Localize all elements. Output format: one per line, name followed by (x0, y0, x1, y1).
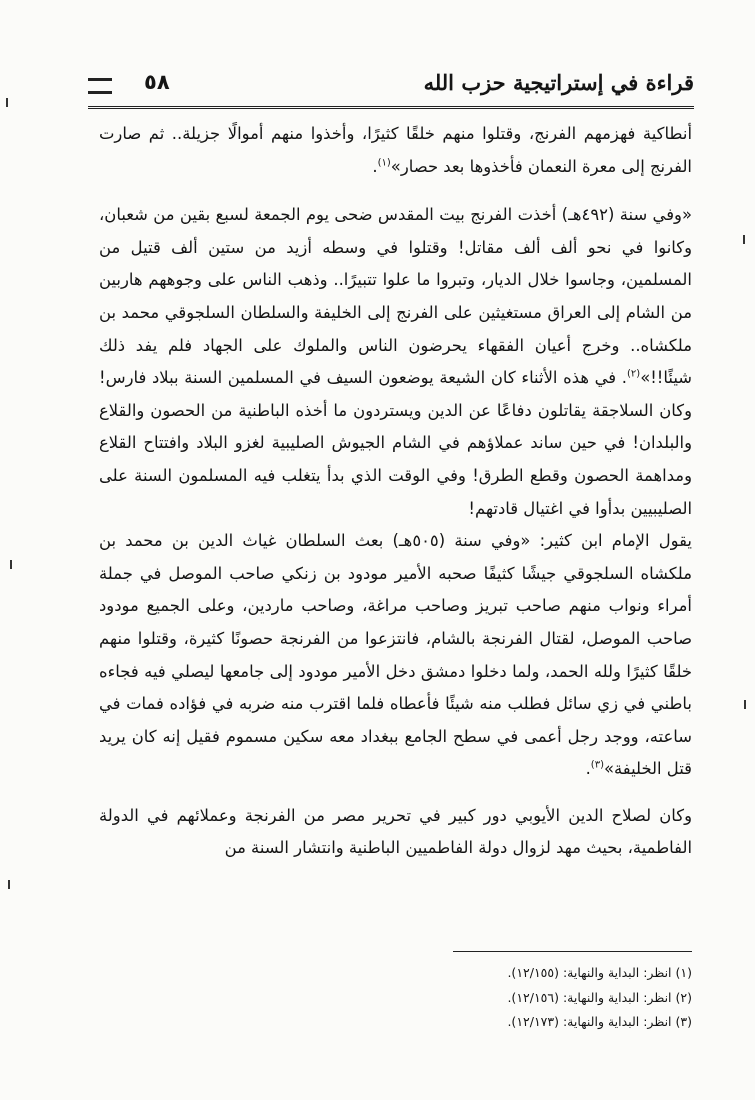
paragraph-3-text: يقول الإمام ابن كثير: «وفي سنة (٥٠٥هـ) بعث السلطان غياث الدين بن محمد بن ملكشاه السلجوقي جيشًا كثيفًا صحبه الأمير مودود بن زنكي صاحب الموصل في جملة أمراء ونواب منهم صاحب تبريز وصاحب مراغة، وصاحب ماردين، وعلى الجميع مودود صاحب الموصل، لقتال الفرنجة بالشام، فانتزعوا من الفرنجة حصونًا كثيرة، وقتلوا منهم خلقًا كثيرًا ولله الحمد، ولما دخلوا دمشق دخل الأمير مودود إلى جامعها ليصلي فيه فجاءه باطني في زي سائل فطلب منه شيئًا فأعطاه فلما اقترب منه ضربه في فؤاده فمات في ساعته، ووجد رجل أعمى في سطح الجامع ببغداد معه سكين مسموم فقيل إنه كان يريد قتل الخليفة» (99, 531, 692, 779)
paragraph-3: يقول الإمام ابن كثير: «وفي سنة (٥٠٥هـ) بعث السلطان غياث الدين بن محمد بن ملكشاه السلجوقي جيشًا كثيفًا صحبه الأمير مودود بن زنكي صاحب الموصل في جملة أمراء ونواب منهم صاحب تبريز وصاحب مراغة، وصاحب ماردين، وعلى الجميع مودود صاحب الموصل، لقتال الفرنجة بالشام، فانتزعوا من الفرنجة حصونًا كثيرة، وقتلوا منهم خلقًا كثيرًا ولله الحمد، ولما دخلوا دمشق دخل الأمير مودود إلى جامعها ليصلي فيه فجاءه باطني في زي سائل فطلب منه شيئًا فأعطاه فلما اقترب منه ضربه في فؤاده فمات في ساعته، ووجد رجل أعمى في سطح الجامع ببغداد معه سكين مسموم فقيل إنه كان يريد قتل الخليفة»$^{(٣)}$. (99, 531, 692, 779)
main-text (99, 118, 692, 865)
scan-margin-mark (6, 98, 8, 107)
footnote-2: (٢) انظر: البداية والنهاية: (١٢/١٥٦). (507, 989, 692, 1005)
running-title: قراءة في إستراتيجية حزب الله (423, 70, 694, 95)
paragraph-1: أنطاكية فهزمهم الفرنج، وقتلوا منهم خلقًا كثيرًا، وأخذوا منهم أموالًا جزيلة.. ثم صارت الفرنج إلى معرة النعمان فأخذوها بعد حصار»$^{(١)}$. (99, 124, 692, 176)
paragraph-4-text: وكان لصلاح الدين الأيوبي دور كبير في تحرير مصر من الفرنجة وعملائهم في الدولة الفاطمية، بحيث مهد لزوال دولة الفاطميين الباطنية وانتشار السنة من (99, 805, 692, 858)
page-number-ornament (88, 78, 112, 94)
paragraph-2-continuation: . في هذه الأثناء كان الشيعة يوضعون السيف في المسلمين السنة ببلاد فارس! وكان السلاجقة يقاتلون دفاعًا عن الدين ويستردون ما أخذه الباطنية من الحصون والقلاع والبلدان! في حين ساند عملاؤهم في الشام الجيوش الصليبية لغزو البلاد وافتتاح القلاع ومداهمة الحصون وقطع الطرق! وفي الوقت الذي بدأ يتغلب فيه المسلمون السنة على الصليبيين بدأوا في اغتيال قادتهم! (99, 368, 692, 518)
page-header (88, 66, 694, 109)
page-number: ٥٨ (144, 70, 170, 94)
paragraph-1-text: أنطاكية فهزمهم الفرنج، وقتلوا منهم خلقًا كثيرًا، وأخذوا منهم أموالًا جزيلة.. ثم صارت الفرنج إلى معرة النعمان فأخذوها بعد حصار» (99, 124, 692, 176)
footnote-ref-3: (٣) (590, 759, 604, 771)
paragraph-4 (99, 800, 692, 865)
footnote-3: (٣) انظر: البداية والنهاية: (١٢/١٧٣). (507, 1014, 692, 1029)
footnote-ref-1: (١) (377, 157, 391, 169)
paragraph-2-text: «وفي سنة (٤٩٢هـ) أخذت الفرنج بيت المقدس ضحى يوم الجمعة لسبع بقين من شعبان، وكانوا في نحو ألف ألف مقاتل! وقتلوا في وسطه أزيد من ستين ألف قتيل من المسلمين، وجاسوا خلال الديار، وتبروا ما علوا تتبيرًا.. وذهب الناس على وجوههم هاربين من الشام إلى العراق مستغيثين على الفرنج إلى الخليفة والسلطان السلجوقي محمد بن ملكشاه.. وخرج أعيان الفقهاء يحرضون الناس والملوك على الجهاد فلم يفد ذلك شيئًا!!» (99, 205, 692, 388)
footnotes (99, 961, 692, 1035)
footnote-separator (453, 951, 692, 952)
scan-margin-mark (8, 880, 10, 889)
scan-margin-mark (10, 560, 12, 569)
footnote-ref-2: (٢) (627, 368, 641, 380)
scan-margin-mark (743, 235, 745, 244)
scan-margin-mark (744, 700, 746, 709)
footnote-1: (١) انظر: البداية والنهاية: (١٢/١٥٥). (507, 965, 692, 980)
paragraph-2 (99, 199, 692, 525)
